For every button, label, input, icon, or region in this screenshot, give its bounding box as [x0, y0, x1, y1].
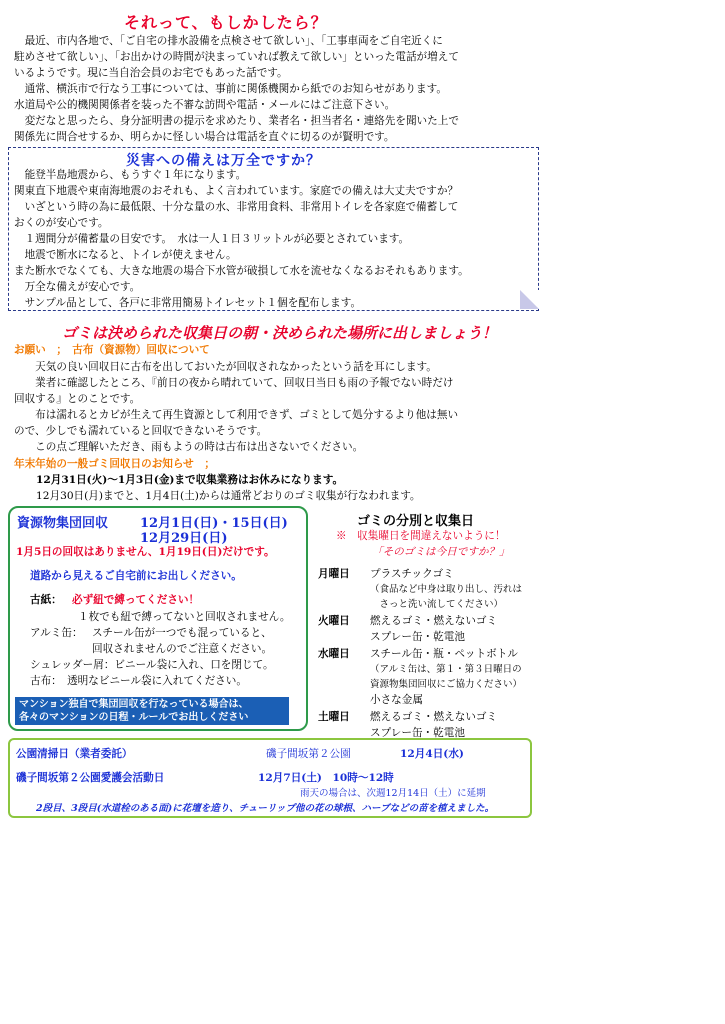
schedule-item: スプレー缶・乾電池 [370, 727, 465, 739]
request-line: ので、少しでも濡れていると回収できないそうです。 [14, 425, 268, 437]
schedule-item: 小さな金属 [370, 694, 423, 706]
schedule-day: 土曜日 [318, 711, 350, 723]
year-end-line1: 12月31日(火)～1月3日(金)まで収集業務はお休みになります。 [36, 474, 344, 486]
cloth-note: 古布： 透明なビニール袋に入れてください。 [30, 675, 247, 687]
schedule-day: 月曜日 [318, 568, 350, 580]
section3-title: ゴミは決められた収集日の朝・決められた場所に出しましょう！ [62, 324, 498, 342]
can-line2: 回収されませんのでご注意ください。 [92, 643, 273, 655]
section2-line: いざという時の為に最低限、十分な量の水、非常用食料、非常用トイレを各家庭で備蓄して [14, 201, 459, 213]
park-cleaning-place: 磯子間坂第２公園 [266, 748, 351, 760]
schedule-item: （アルミ缶は、第１・第３日曜日の [370, 664, 522, 675]
schedule-day: 火曜日 [318, 615, 350, 627]
park-cleaning-label: 公園清掃日（業者委託） [16, 748, 133, 760]
section1-line: 通常、横浜市で行なう工事については、事前に関係機関から紙でのお知らせがあります。 [14, 83, 447, 95]
year-end-line2: 12月30日(月)までと、1月4日(土)からは通常どおりのゴミ収集が行なわれます。 [36, 490, 421, 502]
park-bottom-note: 2段目、3段目(水道栓のある面)に花壇を造り、チューリップ他の花の球根、ハーブなどの苗を植えました。 [36, 803, 495, 814]
schedule-item: さっと洗い流してください） [370, 599, 504, 610]
schedule-item: 燃えるゴミ・燃えないゴミ [370, 711, 498, 723]
section2-line: 地震で断水になると、トイレが使えません。 [14, 249, 237, 261]
request-line: この点ご理解いただき、雨もようの時は古布は出さないでください。 [14, 441, 364, 453]
request-line: 回収する』とのことです。 [14, 393, 141, 405]
mansion-line1: マンション独自で集団回収を行なっている場合は、 [19, 699, 249, 710]
section2-line: また断水でなくても、大きな地震の場合下水管が破損して水を流せなくなるおそれもあります。 [14, 265, 469, 277]
section1-line: 水道局や公的機関関係者を装った不審な訪問や電話・メールにはご注意下さい。 [14, 99, 396, 111]
can-line1: スチール缶が一つでも混っていると、 [92, 627, 272, 639]
garbage-title: ゴミの分別と収集日 [357, 514, 475, 529]
park-activity-date: 12月7日(土) 10時～12時 [258, 772, 394, 784]
schedule-item: スプレー缶・乾電池 [370, 631, 465, 643]
section2-line: 万全な備えが安心です。 [14, 281, 141, 293]
park-rain-note: 雨天の場合は、次週12月14日（土）に延期 [300, 788, 486, 799]
section1-title: それって、もしかしたら？ [124, 13, 328, 32]
section1-line: 最近、市内各地で、「ご自宅の排水設備を点検させて欲しい」、「工事車両をご自宅近くに [14, 35, 443, 47]
schedule-item: 資源物集団回収にご協力ください） [370, 679, 523, 690]
shredder-note: シュレッダー屑：ビニール袋に入れ、口を閉じて。 [30, 659, 274, 671]
section2-line: 関東直下地震や東南海地震のおそれも、よく言われています。家庭での備えは大丈夫ですか？ [14, 185, 459, 197]
section2-line: １週間分が備蓄量の目安です。 水は一人１日３リットルが必要とされています。 [14, 233, 410, 245]
request-heading: お願い ； 古布（資源物）回収について [14, 344, 210, 356]
request-line: 天気の良い回収日に古布を出しておいたが回収されなかったという話を耳にします。 [14, 361, 437, 373]
paper-warning: 必ず紐で縛ってください！ [72, 594, 200, 606]
resource-dates1: 12月1日(日)・15日(日) [140, 516, 288, 531]
page-curl-decoration [520, 290, 539, 309]
garbage-warning: ※ 収集曜日を間違えないように！ [336, 530, 506, 542]
resource-notice: 1月5日の回収はありません、1月19日(日)だけです。 [16, 546, 275, 558]
schedule-item: （食品など中身は取り出し、汚れは [370, 584, 523, 595]
resource-visible-note: 道路から見えるご自宅前にお出しください。 [30, 570, 242, 582]
section2-line: サンプル品として、各戸に非常用簡易トイレセット１個を配布します。 [14, 297, 362, 309]
mansion-line2: 各々のマンションの日程・ルールでお出しください [19, 712, 249, 723]
park-cleaning-date: 12月4日(水) [400, 748, 464, 760]
schedule-day: 水曜日 [318, 648, 350, 660]
resource-dates2: 12月29日(日) [140, 531, 228, 546]
request-line: 布は濡れるとカビが生えて再生資源として利用できず、ゴミとして処分するより他は無い [14, 409, 459, 421]
garbage-question: 「そのゴミは今日ですか？」 [372, 546, 510, 558]
request-line: 業者に確認したところ、『前日の夜から晴れていて、回収日当日も雨の予報でない時だけ [14, 377, 454, 389]
year-end-heading: 年末年始の一般ゴミ回収日のお知らせ ； [14, 458, 215, 470]
mansion-note [15, 697, 289, 725]
paper-detail: １枚でも紐で縛ってないと回収されません。 [78, 611, 291, 623]
paper-label: 古紙： [30, 594, 62, 606]
section1-line: いるようです。現に当自治会員のお宅でもあった話です。 [14, 67, 288, 79]
section1-line: 駐めさせて欲しい」、「お出かけの時間が決まっていれば教えて欲しい」といった電話が増えて [14, 51, 459, 63]
section2-line: 能登半島地震から、もうすぐ１年になります。 [14, 169, 247, 181]
can-label: アルミ缶： [30, 627, 83, 639]
section1-line: 変だなと思ったら、身分証明書の提示を求めたり、業者名・担当者名・連絡先を聞いた上で [14, 115, 459, 127]
park-activity-label: 磯子間坂第２公園愛護会活動日 [16, 772, 165, 784]
section1-line: 関係先に問合せするか、明らかに怪しい場合は電話を直ぐに切るのが賢明です。 [14, 131, 395, 143]
section2-title: 災害への備えは万全ですか？ [126, 153, 321, 169]
schedule-item: プラスチックゴミ [370, 568, 454, 580]
schedule-item: スチール缶・瓶・ペットボトル [370, 648, 518, 660]
schedule-item: 燃えるゴミ・燃えないゴミ [370, 615, 498, 627]
section2-line: おくのが安心です。 [14, 217, 109, 229]
resource-title: 資源物集団回収 [17, 516, 109, 531]
